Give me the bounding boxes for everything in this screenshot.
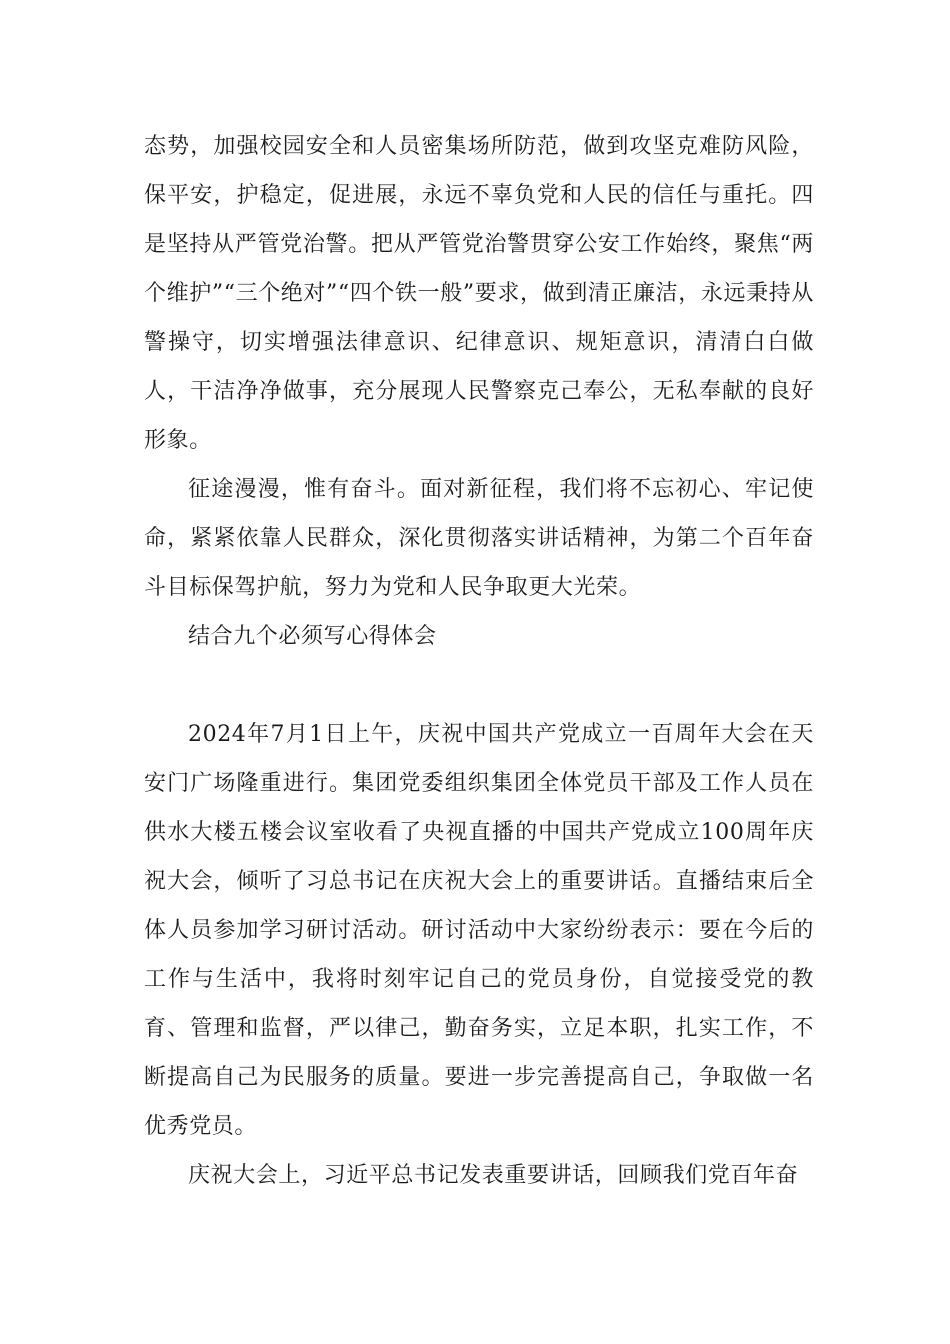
paragraph-closing: 征途漫漫，惟有奋斗。面对新征程，我们将不忘初心、牢记使命，紧紧依靠人民群众，深化贯彻落实讲话精神，为第二个百年奋斗目标保驾护航，努力为党和人民争取更大光荣。: [144, 477, 814, 600]
blank-line: [144, 661, 814, 710]
document-body: [144, 122, 814, 1200]
paragraph-intro: 2024年7月1日上午，庆祝中国共产党成立一百周年大会在天安门广场隆重进行。集团党委组织集团全体党员干部及工作人员在供水大楼五楼会议室收看了央视直播的中国共产党成立100周年庆祝大会，倾听了习总书记在庆祝大会上的重要讲话。直播结束后全体人员参加学习研讨活动。研讨活动中大家纷纷表示：要在今后的工作与生活中，我将时刻牢记自己的党员身份，自觉接受党的教育、管理和监督，严以律己，勤奋务实，立足本职，扎实工作，不断提高自己为民服务的质量。要进一步完善提高自己，争取做一名优秀党员。: [144, 722, 814, 1139]
paragraph-next: 庆祝大会上，习近平总书记发表重要讲话，回顾我们党百年奋: [188, 1163, 799, 1188]
paragraph-continued: 态势，加强校园安全和人员密集场所防范，做到攻坚克难防风险，保平安，护稳定，促进展，永远不辜负党和人民的信任与重托。四是坚持从严管党治警。把从严管党治警贯穿公安工作始终，聚焦“两个维护”“三个绝对”“四个铁一般”要求，做到清正廉洁，永远秉持从警操守，切实增强法律意识、纪律意识、规矩意识，清清白白做人，干洁净净做事，充分展现人民警察克己奉公，无私奉献的良好形象。: [144, 134, 814, 453]
section-title: 结合九个必须写心得体会: [188, 624, 437, 649]
